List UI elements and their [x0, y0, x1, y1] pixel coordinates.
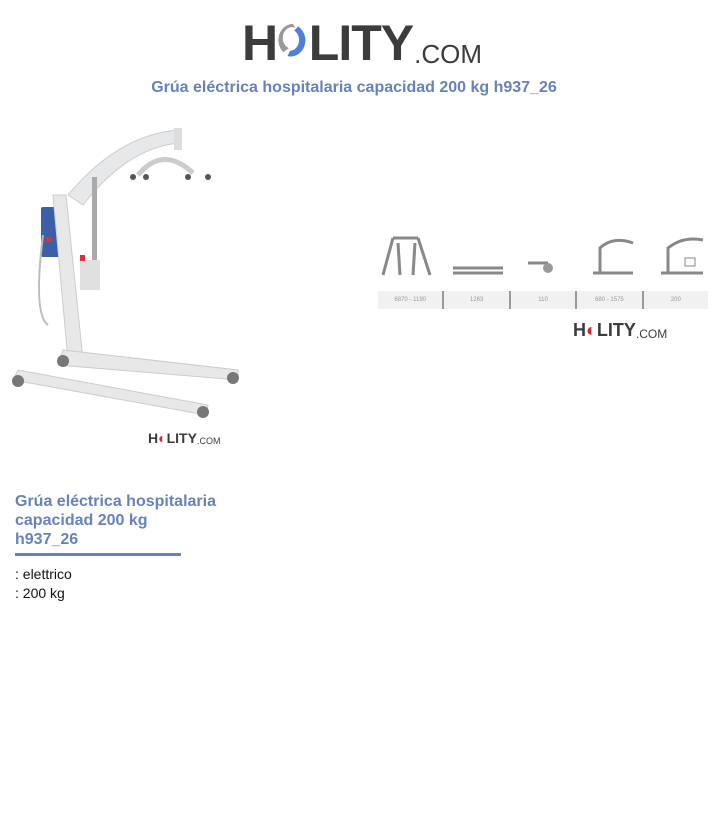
logo-ring-icon [278, 12, 308, 68]
logo-text-h: H [242, 15, 278, 71]
title-underline [15, 553, 181, 556]
product-title-line: h937_26 [15, 531, 79, 548]
dimension-value: 110 [511, 291, 577, 309]
logo-suffix: .COM [414, 39, 482, 69]
site-logo[interactable] [242, 10, 482, 71]
product-photo [8, 125, 260, 455]
dimension-value: 200 [670, 297, 681, 303]
product-title-line: capacidad 200 kg [15, 512, 148, 529]
diagram-watermark: H ◐ LITY .COM [573, 320, 668, 341]
dimensions-diagram [378, 228, 710, 348]
dimension-value: 1263 [444, 291, 510, 309]
dimension-value: 6870 - 1190 [378, 291, 444, 309]
dimensions-row [378, 291, 708, 309]
logo-text-lity: LITY [308, 15, 414, 71]
lift-dimension-icons [378, 228, 708, 288]
spec-capacity: : 200 kg [15, 585, 65, 601]
dimension-value: 680 - 1575 [577, 291, 643, 309]
photo-watermark: H ◐ LITY .COM [148, 430, 221, 446]
spec-power: : elettrico [15, 566, 72, 582]
page-title: Grúa eléctrica hospitalaria capacidad 200 kg h937_26 [151, 79, 557, 96]
patient-lift-illustration [8, 125, 260, 425]
product-title [15, 492, 230, 549]
product-title-line: Grúa eléctrica hospitalaria [15, 493, 216, 510]
